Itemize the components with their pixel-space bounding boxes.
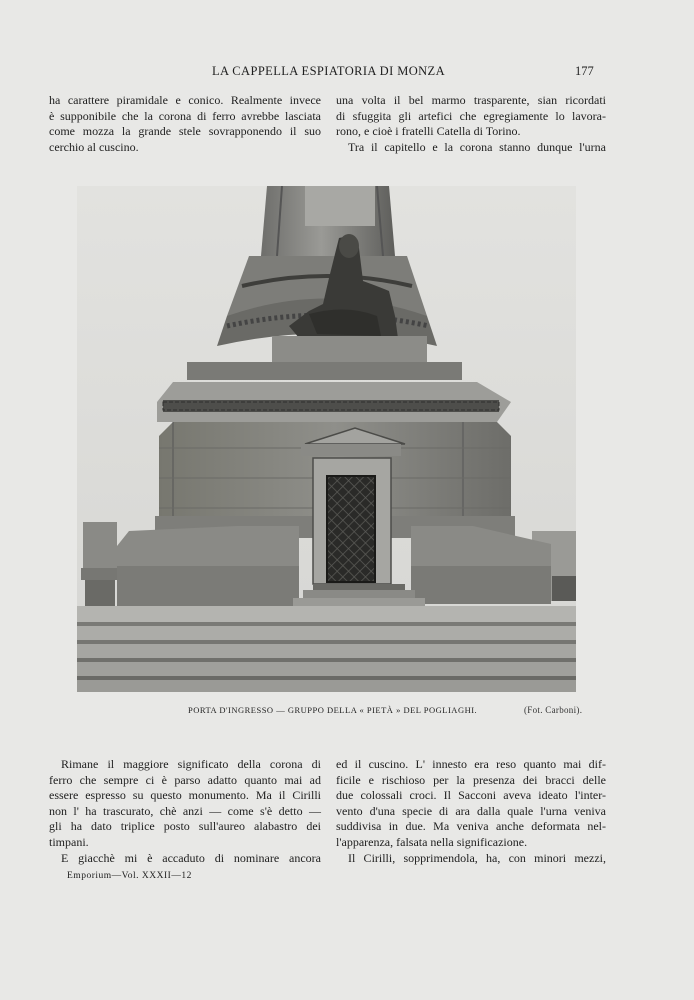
entrance-door <box>301 428 405 584</box>
text-line: l'apparenza, falsata nella significazione. <box>336 834 528 849</box>
text-line: Tra il capitello e la corona stanno dunque l'urna <box>348 139 606 154</box>
text-line: ficile e rischioso per la presenza dei bracci delle <box>336 772 606 787</box>
top-right-column <box>336 93 606 155</box>
text-line: ferro che sempre ci è parso adatto quanto mai ad <box>49 772 321 787</box>
page-number: 177 <box>575 64 594 78</box>
cornice <box>157 382 511 422</box>
text-line: due colossali croci. Il Sacconi aveva ideato l'inter- <box>336 788 606 803</box>
text-line: rono, e cioè i fratelli Catella di Torino. <box>336 124 521 139</box>
staircase <box>77 606 576 692</box>
text-line: gli ha dato triplice posto sull'aureo alabastro dei <box>49 819 321 834</box>
text-line: una volta il bel marmo trasparente, sian ricordati <box>336 93 606 107</box>
text-line: timpani. <box>49 834 89 849</box>
figure-caption: PORTA D'INGRESSO — GRUPPO DELLA « PIETÀ » DEL POGLIAGHI. <box>188 705 478 715</box>
text-line: è supponibile che la corona di ferro avrebbe lasciata <box>49 108 321 123</box>
monument-photograph <box>77 186 576 692</box>
text-line: Rimane il maggiore significato della corona di <box>61 757 321 771</box>
running-title: LA CAPPELLA ESPIATORIA DI MONZA <box>212 64 446 78</box>
bottom-right-column <box>336 757 606 866</box>
text-line: suddivisa in due. Ma veniva anche deformata nel- <box>336 819 606 834</box>
text-line: cerchio al cuscino. <box>49 139 139 154</box>
text-line: essere espresso su questo monumento. Ma il Cirilli <box>49 788 321 803</box>
text-line: ha carattere piramidale e conico. Realmente invece <box>49 93 321 107</box>
top-left-column <box>49 93 321 155</box>
photo-credit: (Fot. Carboni). <box>524 705 583 715</box>
text-line: vento d'una specie di ara dalla quale l'urna veniva <box>336 803 606 818</box>
corner-pillar <box>81 522 119 606</box>
text-line: ed il cuscino. L' innesto era reso quanto mai dif- <box>336 757 606 771</box>
text-line: come mozza la grande stele sovrapponendo il suo <box>49 124 321 139</box>
text-line: non l' ha trascurato, chè anzi — come s'è detto — <box>49 803 321 818</box>
text-line: E giacchè mi è accaduto di nominare ancora <box>61 850 321 865</box>
text-line: di sfuggita gli artefici che egregiamente lo lavora- <box>336 108 606 123</box>
text-line: Il Cirilli, sopprimendola, ha, con minori mezzi, <box>348 850 606 865</box>
bottom-left-column <box>49 757 321 866</box>
volume-signature: Emporium—Vol. XXXII—12 <box>67 871 192 881</box>
